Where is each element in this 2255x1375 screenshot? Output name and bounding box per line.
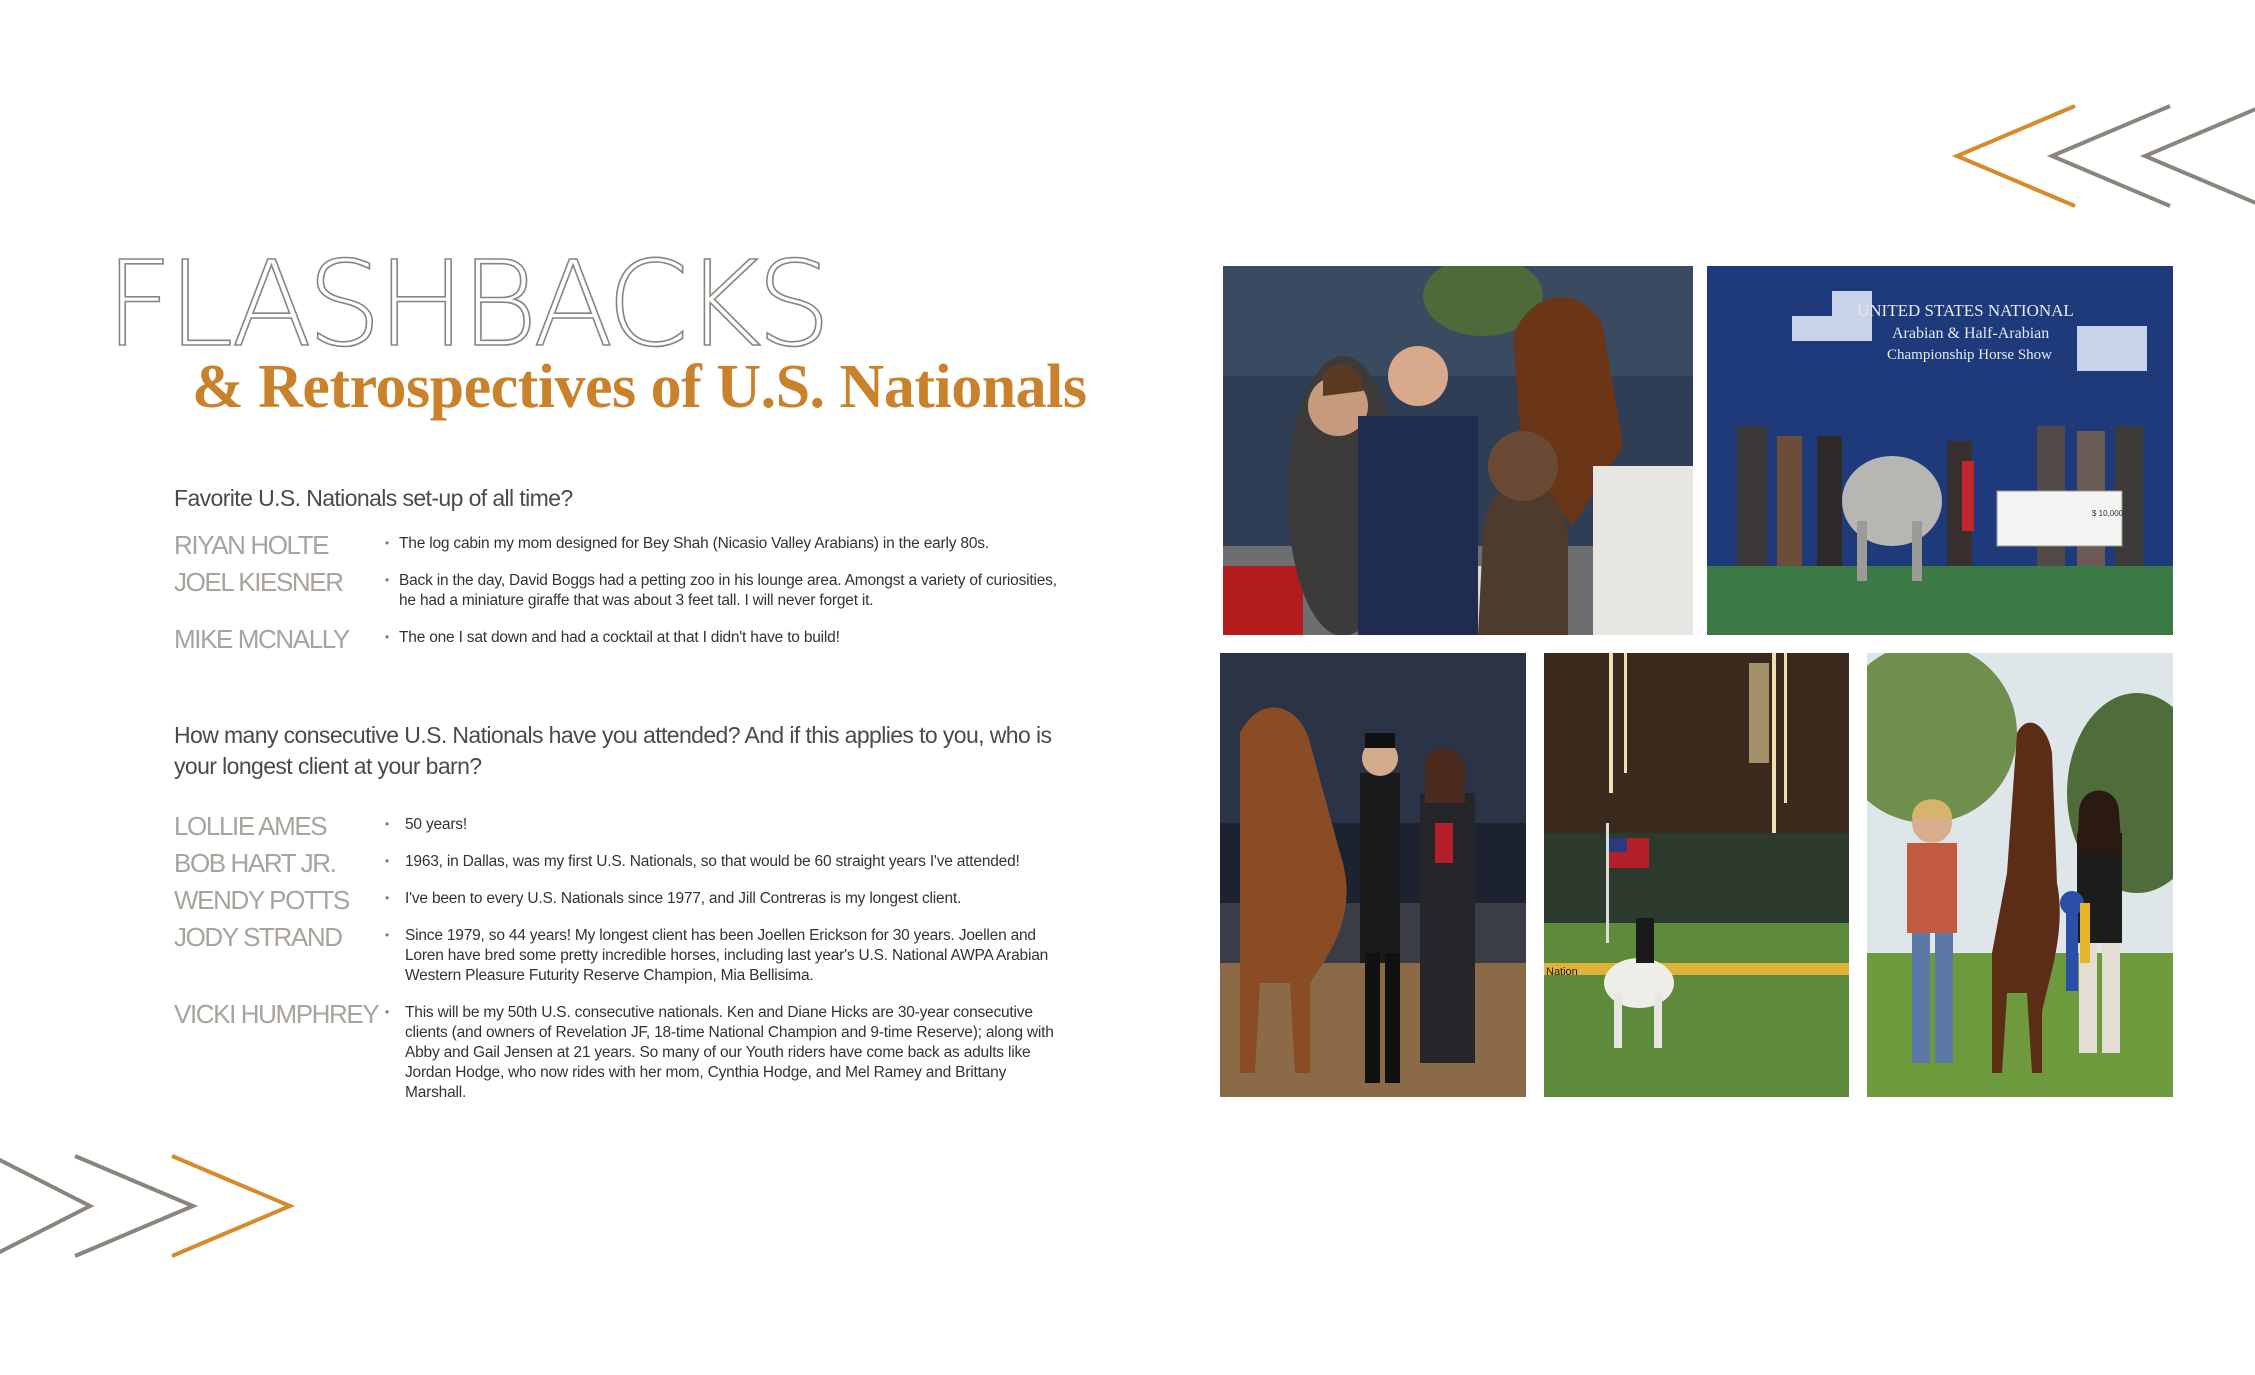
answer-text: This will be my 50th U.S. consecutive nationals. Ken and Diane Hicks are 30-year consecutive clients (and owners of Revelation JF, 18-time National Champion and 9-time Reserve); along with Abby and Gail Jensen at 21 years. So many of our Youth riders have come back as adults like Jordan Hodge, who now rides with her mom, Cynthia Hodge, and Mel Ramey and Brittany Marshall. (405, 1004, 1054, 1101)
banner-line2: Arabian & Half-Arabian (1892, 325, 2050, 342)
respondent-name: RIYAN HOLTE (174, 530, 329, 560)
banner-line1: UNITED STATES NATIONAL (1857, 301, 2074, 320)
photo-horse-with-ribbons (1867, 653, 2173, 1097)
photo-arena-flag-rider (1544, 653, 1849, 1097)
respondent-name: WENDY POTTS (174, 885, 349, 915)
respondent-name: JODY STRAND (174, 922, 342, 952)
respondent-name: BOB HART JR. (174, 848, 336, 878)
check-amount: $ 10,000 (2092, 509, 2124, 518)
answer-text: The log cabin my mom designed for Bey Shah (Nicasio Valley Arabians) in the early 80s. (399, 535, 989, 552)
bullet: • (385, 573, 390, 587)
bullet: • (385, 854, 390, 868)
answer-text: 50 years! (405, 816, 467, 833)
respondent-name: MIKE MCNALLY (174, 624, 349, 654)
respondent-name: LOLLIE AMES (174, 811, 327, 841)
question-favorite-setup: Favorite U.S. Nationals set-up of all time? (174, 485, 573, 511)
answer-text: The one I sat down and had a cocktail at that I didn't have to build! (399, 629, 840, 646)
photo-championship-group (1707, 266, 2173, 635)
respondent-name: VICKI HUMPHREY (174, 999, 379, 1029)
chevron-gray-a (0, 1156, 90, 1256)
bullet: • (385, 928, 390, 942)
banner-line3: Championship Horse Show (1887, 347, 2052, 363)
bullet: • (385, 1005, 390, 1019)
arena-sign: Nation (1546, 966, 1578, 978)
bullet: • (385, 817, 390, 831)
top-right-chevrons (1945, 100, 2255, 210)
bullet: • (385, 891, 390, 905)
photo-couple-with-horse (1223, 266, 1693, 635)
bullet: • (385, 630, 390, 644)
answer-text: Back in the day, David Boggs had a petting zoo in his lounge area. Amongst a variety of curiosities, he had a miniature giraffe that was about 3 feet tall. I will never forget it. (399, 572, 1057, 609)
bottom-left-chevrons (0, 1150, 300, 1260)
chevron-gray-2 (2145, 106, 2255, 206)
answer-text: 1963, in Dallas, was my first U.S. Nationals, so that would be 60 straight years I've attended! (405, 853, 1020, 870)
respondent-name: JOEL KIESNER (174, 567, 343, 597)
answer-text: Since 1979, so 44 years! My longest client has been Joellen Erickson for 30 years. Joellen and Loren have bred some pretty incredible horses, including last year's U.S. National AWPA Arabian Western Pleasure Futurity Reserve Champion, Mia Bellisima. (405, 927, 1049, 984)
page-title: FLASHBACKS (105, 235, 827, 373)
bullet: • (385, 536, 390, 550)
chevron-orange (1957, 106, 2075, 206)
question-consecutive-nationals: How many consecutive U.S. Nationals have you attended? And if this applies to you, who is your longest client at your barn? (174, 722, 1052, 779)
page-subtitle: & Retrospectives of U.S. Nationals (192, 353, 1087, 421)
chevron-gray-1 (2052, 106, 2170, 206)
photo-horse-handler-dressage (1220, 653, 1526, 1097)
answer-text: I've been to every U.S. Nationals since 1977, and Jill Contreras is my longest client. (405, 890, 962, 907)
